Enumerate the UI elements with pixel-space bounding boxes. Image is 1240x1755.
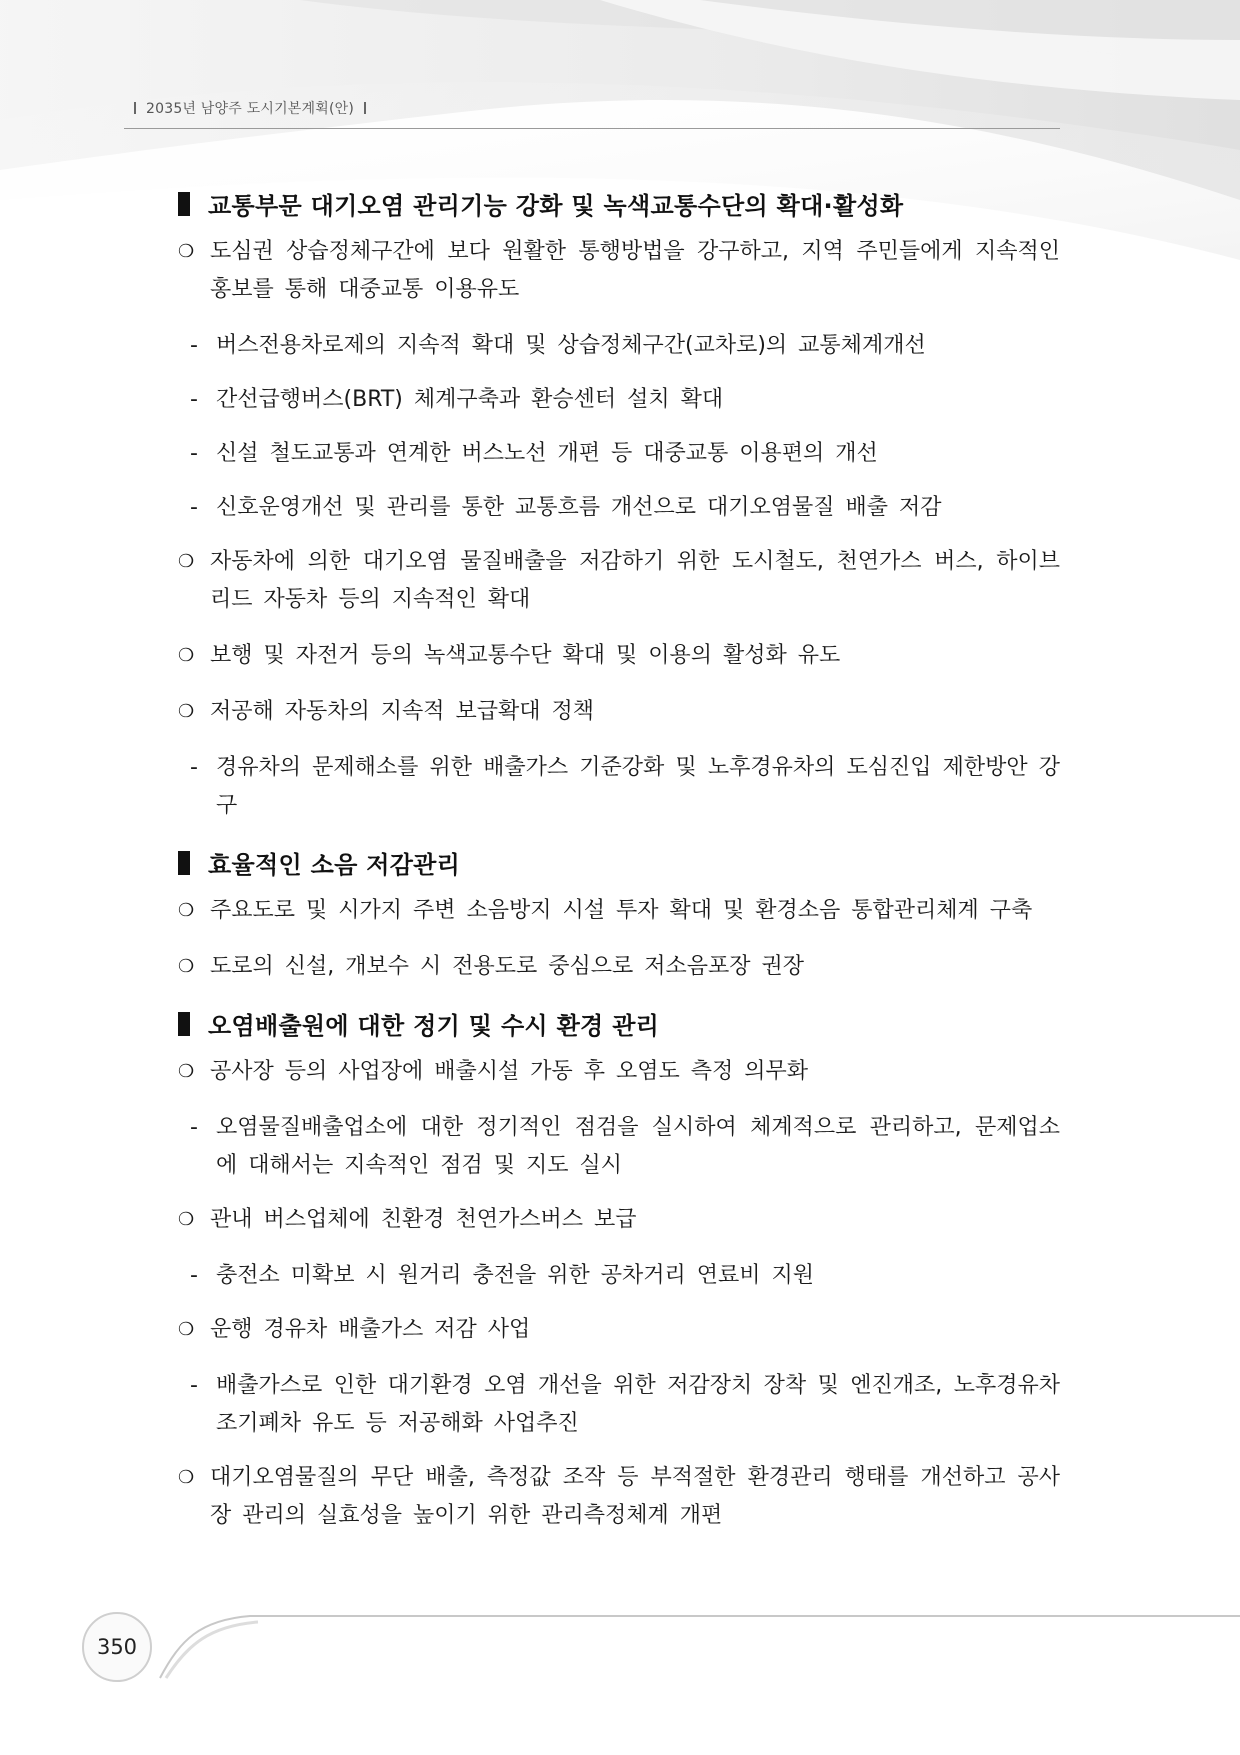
dash-bullet-icon: - xyxy=(190,1115,198,1140)
dash-bullet-item xyxy=(178,381,1060,419)
circle-bullet-item xyxy=(178,693,1060,731)
circle-bullet-icon: ❍ xyxy=(178,645,195,666)
bullet-text: 보행 및 자전거 등의 녹색교통수단 확대 및 이용의 활성화 유도 xyxy=(210,643,841,668)
section-heading-text: 교통부문 대기오염 관리기능 강화 및 녹색교통수단의 확대·활성화 xyxy=(208,192,904,220)
bullet-text: 신호운영개선 및 관리를 통한 교통흐름 개선으로 대기오염물질 배출 저감 xyxy=(216,495,942,520)
bullet-text: 도심권 상습정체구간에 보다 원활한 통행방법을 강구하고, 지역 주민들에게 지속적인 홍보를 통해 대중교통 이용유도 xyxy=(210,239,1060,302)
bullet-text: 도로의 신설, 개보수 시 전용도로 중심으로 저소음포장 권장 xyxy=(210,954,804,979)
dash-bullet-icon: - xyxy=(190,441,198,466)
section-marker-icon xyxy=(178,192,190,216)
bullet-text: 운행 경유차 배출가스 저감 사업 xyxy=(210,1317,531,1342)
header-rule xyxy=(124,128,1060,129)
circle-bullet-icon: ❍ xyxy=(178,1319,195,1340)
circle-bullet-item xyxy=(178,637,1060,675)
bullet-text: 경유차의 문제해소를 위한 배출가스 기준강화 및 노후경유차의 도심진입 제한방안 강구 xyxy=(216,755,1060,818)
dash-bullet-item xyxy=(178,435,1060,473)
running-header xyxy=(124,98,376,118)
circle-bullet-icon: ❍ xyxy=(178,241,195,262)
circle-bullet-item xyxy=(178,233,1060,309)
bullet-text: 신설 철도교통과 연계한 버스노선 개편 등 대중교통 이용편의 개선 xyxy=(216,441,878,466)
dash-bullet-item xyxy=(178,1367,1060,1443)
circle-bullet-item xyxy=(178,1053,1060,1091)
header-divider-right xyxy=(364,102,366,114)
bullet-text: 간선급행버스(BRT) 체계구축과 환승센터 설치 확대 xyxy=(216,387,724,412)
circle-bullet-icon: ❍ xyxy=(178,1467,195,1488)
dash-bullet-icon: - xyxy=(190,755,198,780)
section-heading-text: 효율적인 소음 저감관리 xyxy=(208,851,461,879)
running-header-title: 2035년 남양주 도시기본계획(안) xyxy=(146,101,355,117)
circle-bullet-item xyxy=(178,892,1060,930)
bullet-text: 배출가스로 인한 대기환경 오염 개선을 위한 저감장치 장착 및 엔진개조, 노후경유차 조기폐차 유도 등 저공해화 사업추진 xyxy=(216,1373,1060,1436)
dash-bullet-icon: - xyxy=(190,1263,198,1288)
circle-bullet-item xyxy=(178,948,1060,986)
bullet-text: 충전소 미확보 시 원거리 충전을 위한 공차거리 연료비 지원 xyxy=(216,1263,814,1288)
bullet-text: 오염물질배출업소에 대한 정기적인 점검을 실시하여 체계적으로 관리하고, 문제업소에 대해서는 지속적인 점검 및 지도 실시 xyxy=(216,1115,1060,1178)
circle-bullet-item xyxy=(178,1311,1060,1349)
circle-bullet-icon: ❍ xyxy=(178,1061,195,1082)
section-marker-icon xyxy=(178,851,190,875)
section-heading xyxy=(178,845,1060,880)
bullet-text: 저공해 자동차의 지속적 보급확대 정책 xyxy=(210,699,595,724)
section-heading xyxy=(178,1006,1060,1041)
circle-bullet-icon: ❍ xyxy=(178,1209,195,1230)
bullet-text: 주요도로 및 시가지 주변 소음방지 시설 투자 확대 및 환경소음 통합관리체계 구축 xyxy=(210,898,1033,923)
circle-bullet-icon: ❍ xyxy=(178,701,195,722)
dash-bullet-icon: - xyxy=(190,1373,198,1398)
circle-bullet-icon: ❍ xyxy=(178,900,195,921)
header-divider-left xyxy=(134,102,136,114)
page-number-badge xyxy=(82,1612,152,1682)
dash-bullet-icon: - xyxy=(190,333,198,358)
circle-bullet-item xyxy=(178,543,1060,619)
section-heading-text: 오염배출원에 대한 정기 및 수시 환경 관리 xyxy=(208,1012,660,1040)
bullet-text: 관내 버스업체에 친환경 천연가스버스 보급 xyxy=(210,1207,637,1232)
dash-bullet-icon: - xyxy=(190,387,198,412)
section-marker-icon xyxy=(178,1012,190,1036)
bullet-text: 공사장 등의 사업장에 배출시설 가동 후 오염도 측정 의무화 xyxy=(210,1059,808,1084)
dash-bullet-icon: - xyxy=(190,495,198,520)
document-body xyxy=(178,186,1060,1553)
bullet-text: 대기오염물질의 무단 배출, 측정값 조작 등 부적절한 환경관리 행태를 개선하고 공사장 관리의 실효성을 높이기 위한 관리측정체계 개편 xyxy=(210,1465,1060,1528)
circle-bullet-item xyxy=(178,1201,1060,1239)
dash-bullet-item xyxy=(178,489,1060,527)
dash-bullet-item xyxy=(178,749,1060,825)
dash-bullet-item xyxy=(178,327,1060,365)
bullet-text: 버스전용차로제의 지속적 확대 및 상습정체구간(교차로)의 교통체계개선 xyxy=(216,333,926,358)
circle-bullet-item xyxy=(178,1459,1060,1535)
bullet-text: 자동차에 의한 대기오염 물질배출을 저감하기 위한 도시철도, 천연가스 버스, 하이브리드 자동차 등의 지속적인 확대 xyxy=(210,549,1060,612)
dash-bullet-item xyxy=(178,1257,1060,1295)
section-heading xyxy=(178,186,1060,221)
page-number: 350 xyxy=(82,1612,152,1682)
circle-bullet-icon: ❍ xyxy=(178,956,195,977)
footer-swoosh-line xyxy=(140,1600,1240,1680)
dash-bullet-item xyxy=(178,1109,1060,1185)
circle-bullet-icon: ❍ xyxy=(178,551,195,572)
